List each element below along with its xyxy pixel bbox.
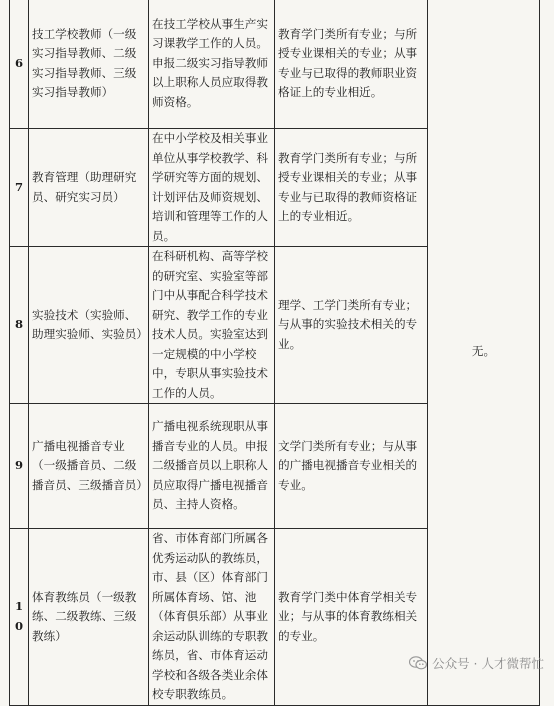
row-number: 9	[10, 404, 29, 529]
applicable-scope: 广播电视系统现职从事播音专业的人员。申报二级播音员以上职称人员应取得广播电视播音员、主持人资格。	[149, 404, 275, 529]
row-number: 6	[10, 0, 29, 129]
applicable-scope: 省、市体育部门所属各优秀运动队的教练员，市、县（区）体育部门所属体育场、馆、池（体育俱乐部）从事业余运动队训练的专职教练员，省、市体育运动学校和各级各类业余体校专职教练员。	[149, 529, 275, 706]
position-title: 实验技术（实验师、助理实验师、实验员）	[29, 247, 149, 404]
position-title: 技工学校教师（一级实习指导教师、二级实习指导教师、三级实习指导教师）	[29, 0, 149, 129]
other-conditions: 无。	[428, 0, 540, 705]
applicable-scope: 在中小学校及相关事业单位从事学校教学、科学研究等方面的规划、计划评估及师资规划、培训和管理等工作的人员。	[149, 129, 275, 247]
related-majors: 教育学门类所有专业；与所授专业课相关的专业；从事专业与已取得的教师资格证上的专业相近。	[275, 129, 428, 247]
position-title: 教育管理（助理研究员、研究实习员）	[29, 129, 149, 247]
related-majors: 教育学门类所有专业；与所授专业课相关的专业；从事专业与已取得的教师职业资格证上的专业相近。	[275, 0, 428, 129]
related-majors: 教育学门类中体育学相关专业；与从事的体育教练相关的专业。	[275, 529, 428, 706]
position-title: 体育教练员（一级教练、二级教练、三级教练）	[29, 529, 149, 706]
table-row	[10, 0, 540, 129]
qualification-table	[9, 0, 540, 706]
related-majors: 理学、工学门类所有专业；与从事的实验技术相关的专业。	[275, 247, 428, 404]
applicable-scope: 在科研机构、高等学校的研究室、实验室等部门中从事配合科学技术研究、教学工作的专业技术人员。实验室达到一定规模的中小学校中，专职从事实验技术工作的人员。	[149, 247, 275, 404]
row-number: 8	[10, 247, 29, 404]
row-number: 7	[10, 129, 29, 247]
applicable-scope: 在技工学校从事生产实习课教学工作的人员。申报二级实习指导教师以上职称人员应取得教师资格。	[149, 0, 275, 129]
position-title: 广播电视播音专业（一级播音员、二级播音员、三级播音员）	[29, 404, 149, 529]
related-majors: 文学门类所有专业；与从事的广播电视播音专业相关的专业。	[275, 404, 428, 529]
watermark-text: 公众号 · 人才微帮忙	[432, 656, 544, 671]
watermark	[409, 654, 544, 672]
wechat-icon	[409, 656, 427, 670]
row-number: 10	[10, 529, 29, 706]
